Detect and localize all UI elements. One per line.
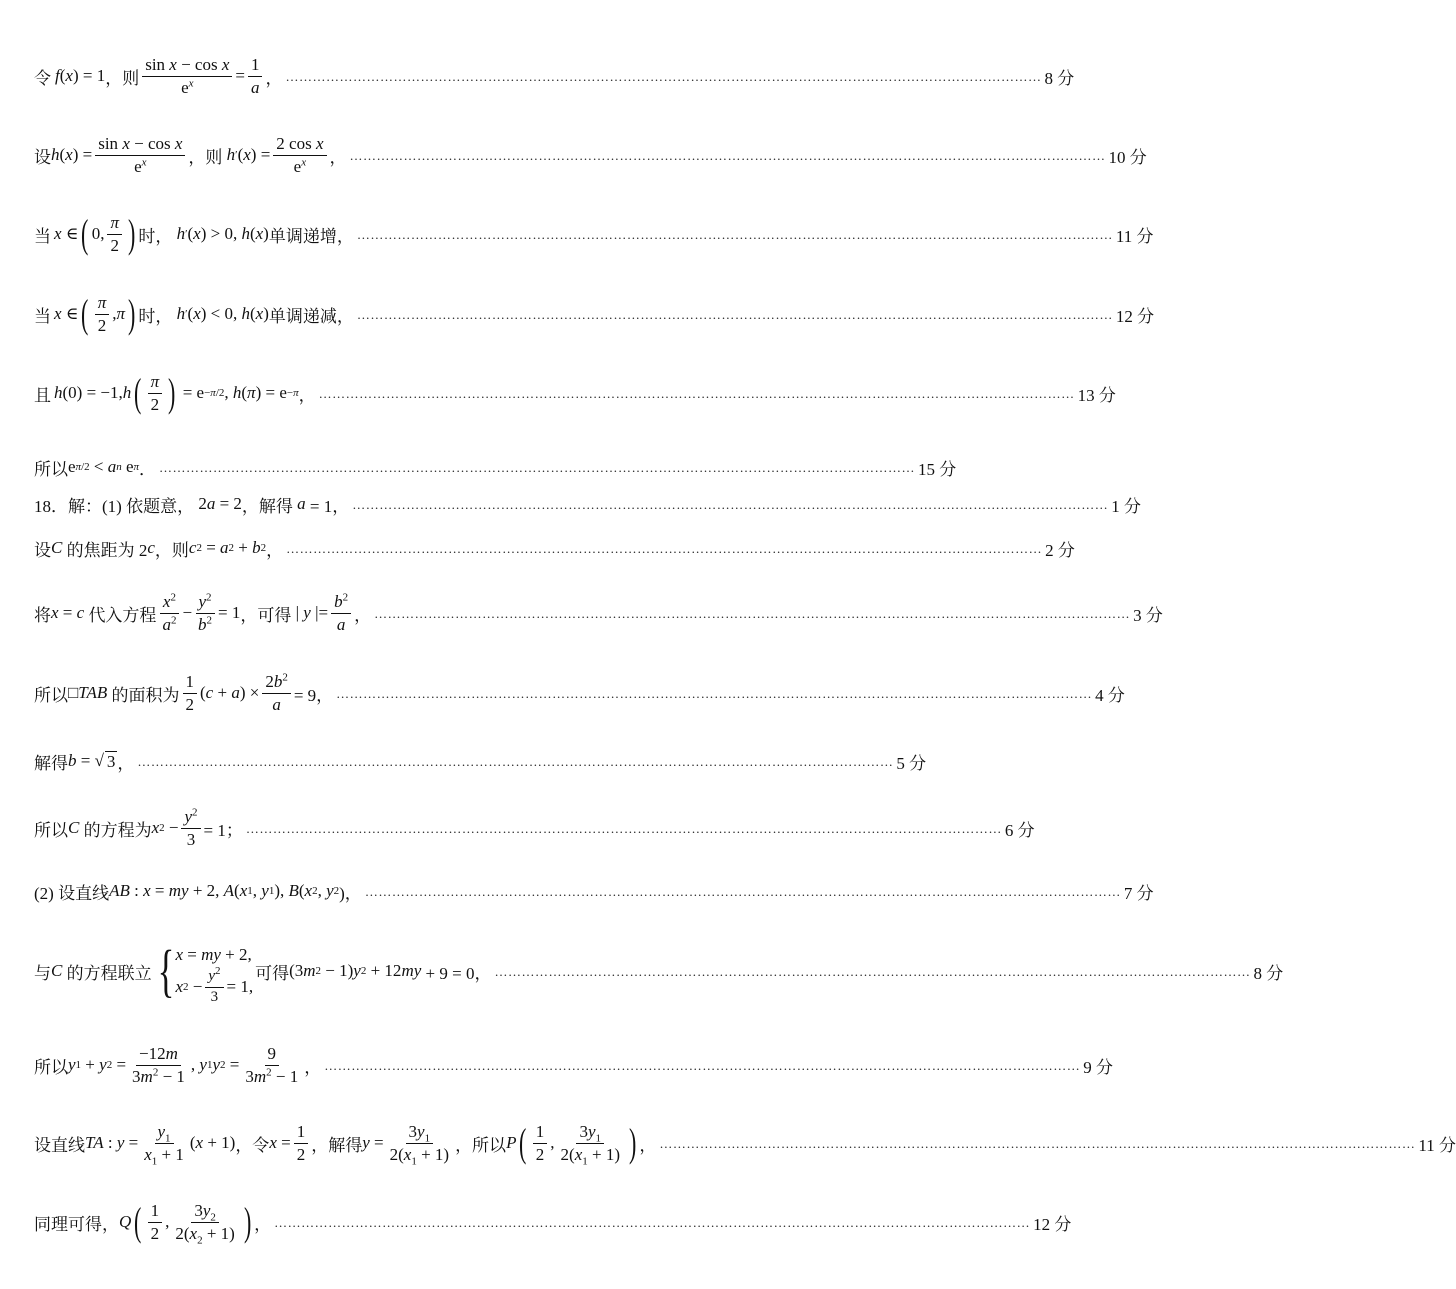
solution-line-6: 所以 e π/2 < a n e π ． …………………………………………………………………………………………………………………………………………………… 15 分 (34, 452, 870, 482)
leader-dots: …………………………………………………………………………………………………………………………………………………… (245, 820, 1002, 836)
leader-dots: …………………………………………………………………………………………………………………………………………………… (318, 385, 1075, 401)
score-label: 9 分 (1083, 1057, 1113, 1077)
score-label: 8 分 (1253, 963, 1284, 983)
leader-dots: …………………………………………………………………………………………………………………………………………………… (352, 496, 1109, 512)
solution-line-17: 同理可得， Q ( $\frac{1}{2}$ , $\frac{3y_2}{2(x_2 + 1)}$ ) ， …………………………………………………………………………………………………………………………………………………… 12 分 (34, 1199, 1072, 1246)
solution-line-14: 与 C 的方程联立 { x = my + 2, x 2 − $\frac{y^2}{3}$ = 1, 可得 (3 m 2 − 1) y 2 + 12 my + 9 = 0， …………………………………………………………………………………………………………………………………………………… 8 分 (34, 938, 1284, 1005)
solution-line-13: (2) 设直线 AB : x = my + 2, A ( x 1 , y 1 ), B ( x 2 , y 2 )， …………………………………………………………………………………………………………………………………………………… 7 分 (34, 874, 870, 908)
score-label: 12 分 (1115, 306, 1155, 326)
score-label: 4 分 (1095, 685, 1125, 705)
score-label: 6 分 (1004, 820, 1035, 840)
score-label: 10 分 (1108, 147, 1147, 167)
leader-dots: …………………………………………………………………………………………………………………………………………………… (336, 685, 1093, 701)
leader-dots: …………………………………………………………………………………………………………………………………………………… (137, 753, 894, 769)
leader-dots: …………………………………………………………………………………………………………………………………………………… (274, 1214, 1031, 1230)
score-label: 7 分 (1123, 883, 1154, 903)
score-label: 5 分 (896, 753, 927, 773)
leader-dots: …………………………………………………………………………………………………………………………………………………… (349, 147, 1106, 163)
leader-dots: …………………………………………………………………………………………………………………………………………………… (356, 226, 1113, 242)
score-label: 15 分 (918, 459, 957, 479)
score-label: 1 分 (1111, 496, 1142, 516)
leader-dots: …………………………………………………………………………………………………………………………………………………… (364, 883, 1121, 899)
leader-dots: …………………………………………………………………………………………………………………………………………………… (159, 459, 916, 475)
score-label: 11 分 (1115, 226, 1154, 246)
leader-dots: …………………………………………………………………………………………………………………………………………………… (494, 963, 1251, 979)
leader-dots: …………………………………………………………………………………………………………………………………………………… (356, 306, 1113, 322)
score-label: 3 分 (1133, 605, 1163, 625)
leader-dots: …………………………………………………………………………………………………………………………………………………… (286, 540, 1043, 556)
score-label: 12 分 (1033, 1214, 1072, 1234)
solution-line-15: 所以 y 1 + y 2 = $\frac{-12m}{3m^2 - 1}$ , y 1 y 2 = $\frac{9}{3m^2 - 1}$ ， …………………………………………………………………………………………………………………………………………………… 9 分 (34, 1043, 1113, 1086)
score-label: 11 分 (1418, 1135, 1456, 1155)
solution-line-5: 且 h (0) = −1, h ( $\frac{\pi}{2}$ ) = e −π/2 , h ( π ) = e −π ， …………………………………………………………………………………………………………………………………………………… 13 分 (34, 370, 1116, 415)
solution-line-12: 所以 C 的方程为 x 2 − $\frac{y^2}{3}$ = 1； …………………………………………………………………………………………………………………………………………………… 6 分 (34, 806, 1035, 849)
leader-dots: …………………………………………………………………………………………………………………………………………………… (374, 605, 1131, 621)
score-label: 13 分 (1077, 385, 1116, 405)
solution-line-1: 令 f ( x ) = 1 ，则 $\frac{\text{sin x − cos x}}{e^x}$ = $\frac{1}{a}$ ， …………………………………………………………………………………………………………………………………………………… 8 分 (34, 54, 1075, 97)
solution-line-3: 当 x ∈ ( 0, $\frac{\pi}{2}$ ) 时， h ′ ( x ) > 0, h ( x ) 单调递增， …………………………………………………………………………………………………………………………………………………… 11 分 (34, 211, 1154, 256)
solution-line-11: 解得 b = √ 3 ， …………………………………………………………………………………………………………………………………………………… 5 分 (34, 746, 870, 776)
solution-line-2: 设 h ( x ) = $\frac{\text{sin x − cos x}}{e^x}$ ，则 h ′ ( x ) = $\frac{\text{2 cos x}}{e^x}$ ， …………………………………………………………………………………………………………………………………………………… 10 分 (34, 133, 1147, 176)
solution-line-16: 设直线 TA : y = $\frac{y_1}{x_1 + 1}$ ( x + 1) ，令 x = $\frac{1}{2}$ ，解得 y = $\frac{3y_1}{2(x_1 + 1)}$ ，所以 P ( $\frac{1}{2}$ , $\frac{3y_1}{2(x_1 + 1)}$ ) ， …………………………………………………………………………………………………………………………………………………… 11 分 (34, 1120, 1456, 1167)
leader-dots: …………………………………………………………………………………………………………………………………………………… (285, 68, 1042, 84)
leader-dots: …………………………………………………………………………………………………………………………………………………… (324, 1057, 1081, 1073)
solution-line-10: 所以 □ TAB 的面积为 $\frac{1}{2}$ ( c + a ) × $\frac{2b^2}{a}$ = 9， …………………………………………………………………………………………………………………………………………………… 4 分 (34, 671, 1125, 714)
solution-line-9: 将 x = c 代入方程 $\frac{x^2}{a^2}$ − $\frac{y^2}{b^2}$ = 1 ，可得 | y |= $\frac{b^2}{a}$ ， …………………………………………………………………………………………………………………………………………………… 3 分 (34, 591, 1163, 634)
score-label: 8 分 (1044, 68, 1075, 88)
solution-line-4: 当 x ∈ ( $\frac{\pi}{2}$ , π ) 时， h ′ ( x ) < 0, h ( x ) 单调递减， …………………………………………………………………………………………………………………………………………………… 12 分 (34, 291, 1155, 336)
score-label: 2 分 (1045, 540, 1075, 560)
leader-dots: …………………………………………………………………………………………………………………………………………………… (659, 1135, 1416, 1151)
solution-line-7: 18．解：(1) 依题意， 2 a = 2 ，解得 a = 1， …………………………………………………………………………………………………………………………………………………… 1 分 (34, 490, 870, 518)
solution-line-8: 设 C 的焦距为 2 c ，则 c 2 = a 2 + b 2 ， …………………………………………………………………………………………………………………………………………………… 2 分 (34, 533, 870, 563)
